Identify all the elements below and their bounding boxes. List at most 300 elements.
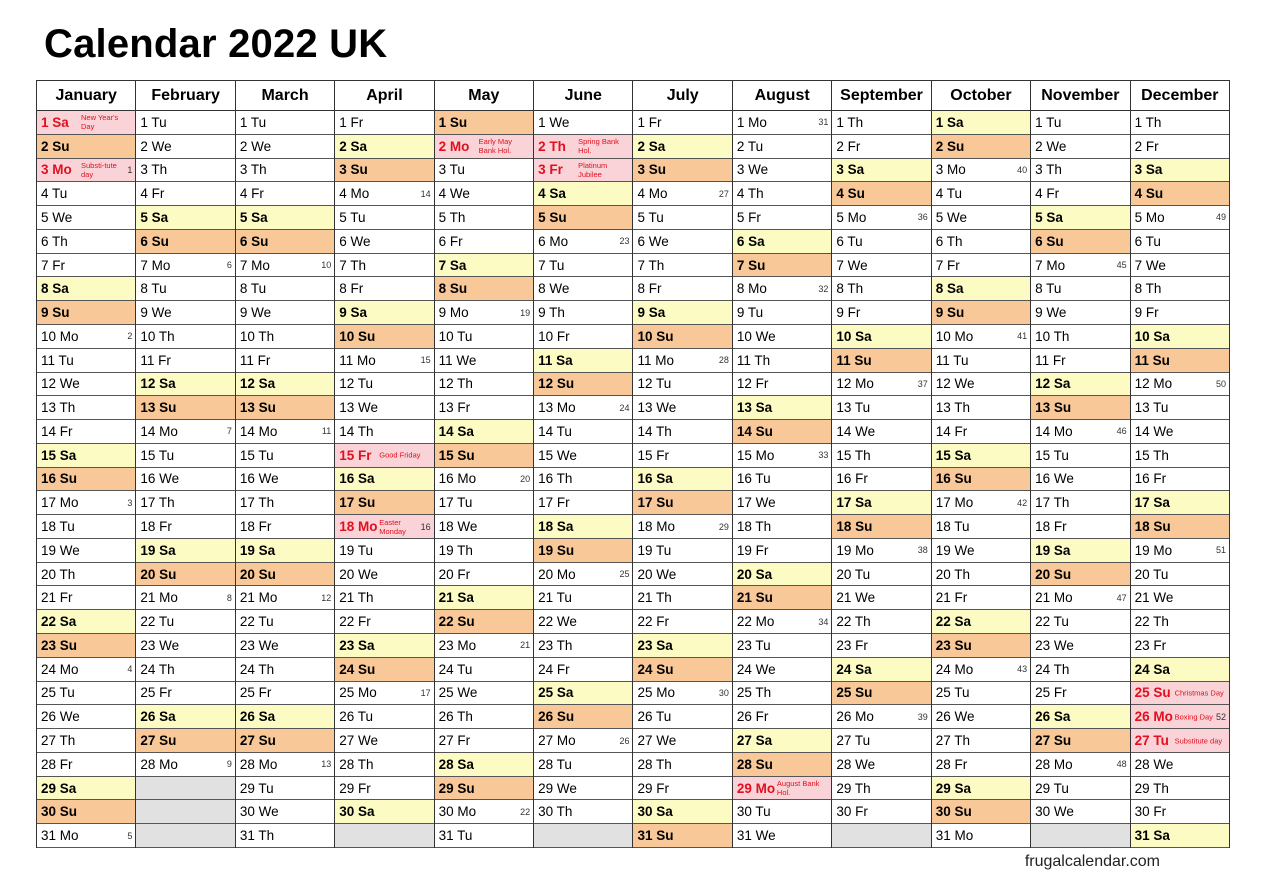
day-cell bbox=[236, 824, 334, 848]
day-cell bbox=[733, 800, 831, 824]
day-label: 14 Tu bbox=[538, 423, 572, 439]
day-cell bbox=[1031, 515, 1129, 539]
holiday-day-cell bbox=[335, 515, 433, 539]
day-label: 15 Tu bbox=[140, 447, 175, 463]
day-cell bbox=[733, 230, 831, 254]
day-cell bbox=[832, 135, 930, 159]
day-label: 6 Th bbox=[41, 233, 68, 249]
day-cell bbox=[1031, 396, 1129, 420]
day-label: 16 Su bbox=[41, 471, 78, 487]
day-cell bbox=[932, 586, 1030, 610]
empty-day-cell bbox=[832, 824, 930, 848]
day-cell bbox=[37, 491, 135, 515]
day-cell bbox=[37, 230, 135, 254]
day-cell bbox=[832, 563, 930, 587]
day-label: 11 Mo bbox=[637, 352, 675, 368]
day-cell bbox=[1031, 658, 1129, 682]
day-cell bbox=[534, 301, 632, 325]
day-label: 19 Th bbox=[438, 542, 473, 558]
day-label: 25 Su bbox=[836, 685, 873, 701]
day-label: 27 We bbox=[637, 733, 677, 748]
day-label: 4 Fr bbox=[1035, 186, 1060, 202]
day-cell bbox=[932, 610, 1030, 634]
day-cell bbox=[136, 658, 234, 682]
month-column-july bbox=[633, 81, 732, 848]
holiday-name: Substitute day bbox=[1174, 736, 1223, 745]
day-cell bbox=[633, 586, 731, 610]
day-label: 27 Fr bbox=[438, 733, 471, 748]
day-cell bbox=[1031, 777, 1129, 801]
day-label: 30 We bbox=[1035, 804, 1074, 820]
day-label: 30 We bbox=[239, 804, 279, 820]
day-cell bbox=[733, 277, 831, 301]
day-cell bbox=[534, 325, 632, 349]
day-cell bbox=[37, 206, 135, 230]
day-label: 6 Su bbox=[239, 233, 269, 249]
day-label: 29 Sa bbox=[41, 780, 77, 796]
day-cell bbox=[733, 515, 831, 539]
day-label: 8 Su bbox=[438, 281, 468, 297]
day-label: 24 Sa bbox=[1134, 661, 1170, 677]
day-label: 18 Fr bbox=[1035, 519, 1067, 535]
day-label: 8 Fr bbox=[637, 281, 662, 297]
day-label: 17 We bbox=[736, 495, 776, 511]
day-label: 7 Fr bbox=[935, 257, 960, 273]
day-label: 15 Tu bbox=[239, 447, 274, 463]
day-cell bbox=[534, 753, 632, 777]
day-cell bbox=[733, 349, 831, 373]
day-cell bbox=[534, 682, 632, 706]
day-label: 31 We bbox=[736, 828, 776, 844]
day-label: 7 Th bbox=[637, 257, 665, 273]
day-cell bbox=[832, 159, 930, 183]
day-cell bbox=[932, 301, 1030, 325]
day-cell bbox=[335, 301, 433, 325]
day-cell bbox=[435, 254, 533, 278]
day-cell bbox=[236, 206, 334, 230]
day-label: 4 Tu bbox=[935, 186, 963, 202]
day-cell bbox=[236, 634, 334, 658]
day-label: 17 Th bbox=[140, 495, 175, 511]
day-label: 12 Tu bbox=[637, 376, 672, 392]
day-cell bbox=[832, 658, 930, 682]
day-label: 5 We bbox=[41, 209, 73, 225]
day-label: 28 Fr bbox=[935, 756, 968, 772]
week-number: 50 bbox=[1215, 378, 1226, 389]
day-cell bbox=[633, 468, 731, 492]
day-label: 22 Th bbox=[836, 614, 871, 630]
day-label: 7 Mo bbox=[239, 257, 270, 273]
week-number: 24 bbox=[619, 402, 630, 413]
day-label: 19 Mo bbox=[1134, 542, 1173, 558]
day-label: 31 Su bbox=[637, 828, 674, 844]
day-label: 18 Mo bbox=[637, 519, 676, 535]
day-cell bbox=[1131, 491, 1229, 515]
holiday-name: Good Friday bbox=[379, 450, 421, 460]
day-cell bbox=[236, 682, 334, 706]
day-label: 18 Fr bbox=[140, 519, 172, 535]
week-number: 25 bbox=[619, 569, 630, 580]
day-label: 9 Su bbox=[41, 305, 70, 321]
day-cell bbox=[335, 254, 433, 278]
day-label: 28 Th bbox=[339, 756, 374, 772]
day-cell bbox=[37, 563, 135, 587]
day-label: 14 Fr bbox=[41, 423, 73, 439]
day-label: 5 Th bbox=[438, 209, 466, 225]
day-cell bbox=[435, 753, 533, 777]
day-cell bbox=[1131, 753, 1229, 777]
day-cell bbox=[733, 824, 831, 848]
day-label: 10 Sa bbox=[1134, 328, 1170, 344]
day-cell bbox=[932, 563, 1030, 587]
day-label: 27 Sa bbox=[736, 733, 773, 748]
holiday-day-cell bbox=[1131, 729, 1229, 753]
day-label: 26 We bbox=[935, 709, 975, 725]
day-label: 23 Su bbox=[935, 637, 972, 653]
day-cell bbox=[435, 159, 533, 183]
month-column-august bbox=[733, 81, 832, 848]
day-cell bbox=[733, 586, 831, 610]
day-label: 29 Th bbox=[1134, 780, 1169, 796]
day-cell bbox=[832, 301, 930, 325]
holiday-day-cell bbox=[37, 111, 135, 135]
holiday-name: Christmas Day bbox=[1174, 688, 1224, 698]
day-cell bbox=[435, 729, 533, 753]
day-label: 1 We bbox=[538, 114, 570, 130]
day-label: 7 Mo bbox=[1035, 257, 1066, 273]
day-cell bbox=[1131, 325, 1229, 349]
day-label: 1 Sa bbox=[41, 114, 69, 130]
day-cell bbox=[37, 135, 135, 159]
week-number: 30 bbox=[718, 687, 729, 698]
day-label: 18 Sa bbox=[538, 519, 574, 535]
week-number: 48 bbox=[1116, 759, 1127, 770]
day-label: 30 Su bbox=[41, 804, 78, 820]
day-cell bbox=[236, 729, 334, 753]
day-label: 15 Sa bbox=[935, 447, 972, 463]
day-label: 13 Th bbox=[935, 400, 971, 416]
day-cell bbox=[37, 586, 135, 610]
day-cell bbox=[435, 682, 533, 706]
day-cell bbox=[335, 468, 433, 492]
day-cell bbox=[435, 373, 533, 397]
day-cell bbox=[435, 515, 533, 539]
day-label: 26 Th bbox=[438, 709, 473, 725]
day-label: 20 Sa bbox=[736, 566, 773, 582]
day-cell bbox=[136, 301, 234, 325]
day-label: 24 Th bbox=[1035, 661, 1070, 677]
day-label: 21 Fr bbox=[41, 590, 73, 606]
day-cell bbox=[335, 373, 433, 397]
day-label: 28 Tu bbox=[538, 756, 572, 772]
day-cell bbox=[733, 634, 831, 658]
day-cell bbox=[633, 373, 731, 397]
day-label: 14 Mo bbox=[140, 423, 178, 439]
day-cell bbox=[335, 800, 433, 824]
day-cell bbox=[435, 301, 533, 325]
day-label: 30 Mo bbox=[438, 804, 477, 820]
day-cell bbox=[534, 420, 632, 444]
day-label: 11 Fr bbox=[140, 352, 171, 368]
day-label: 31 Mo bbox=[41, 828, 79, 844]
day-cell bbox=[236, 800, 334, 824]
day-cell bbox=[633, 491, 731, 515]
empty-day-cell bbox=[136, 800, 234, 824]
day-cell bbox=[534, 634, 632, 658]
day-label: 26 Sa bbox=[239, 709, 276, 725]
day-cell bbox=[1131, 444, 1229, 468]
day-label: 11 Fr bbox=[239, 352, 271, 368]
day-label: 12 We bbox=[935, 376, 975, 392]
day-cell bbox=[534, 254, 632, 278]
day-label: 23 We bbox=[1035, 637, 1074, 653]
day-cell bbox=[932, 396, 1030, 420]
day-label: 15 Tu bbox=[1035, 447, 1069, 463]
holiday-name: Spring Bank Hol. bbox=[578, 137, 619, 156]
day-label: 29 Tu bbox=[1035, 780, 1069, 796]
day-label: 18 Fr bbox=[239, 519, 272, 535]
day-cell bbox=[37, 301, 135, 325]
day-cell bbox=[832, 396, 930, 420]
day-label: 25 Sa bbox=[538, 685, 574, 701]
holiday-day-cell bbox=[1131, 705, 1229, 729]
day-cell bbox=[733, 111, 831, 135]
week-number: 20 bbox=[520, 473, 531, 484]
day-cell bbox=[633, 230, 731, 254]
day-label: 2 We bbox=[1035, 138, 1067, 154]
day-cell bbox=[932, 254, 1030, 278]
day-label: 9 Sa bbox=[339, 305, 368, 321]
day-label: 18 Tu bbox=[935, 519, 970, 535]
day-cell bbox=[832, 444, 930, 468]
day-label: 5 We bbox=[935, 209, 967, 225]
day-label: 24 Fr bbox=[538, 661, 570, 677]
footer-website[interactable]: frugalcalendar.com bbox=[1024, 853, 1160, 870]
day-cell bbox=[534, 396, 632, 420]
day-cell bbox=[37, 373, 135, 397]
day-label: 7 Fr bbox=[41, 257, 66, 273]
day-label: 3 Th bbox=[1035, 162, 1062, 178]
day-label: 10 Th bbox=[140, 328, 175, 344]
day-cell bbox=[932, 729, 1030, 753]
empty-day-cell bbox=[335, 824, 433, 848]
month-header: February bbox=[136, 81, 234, 111]
day-cell bbox=[1131, 277, 1229, 301]
day-label: 25 Fr bbox=[140, 685, 172, 701]
day-label: 5 Fr bbox=[736, 209, 761, 225]
day-label: 30 Fr bbox=[1134, 804, 1167, 820]
day-label: 4 Sa bbox=[538, 186, 566, 202]
day-cell bbox=[733, 753, 831, 777]
day-label: 5 Sa bbox=[1035, 209, 1063, 225]
day-cell bbox=[1131, 539, 1229, 563]
day-label: 18 Su bbox=[1134, 519, 1171, 535]
day-label: 3 Mo bbox=[41, 162, 72, 178]
day-label: 16 We bbox=[140, 471, 180, 487]
day-cell bbox=[633, 206, 731, 230]
day-label: 19 Fr bbox=[736, 542, 769, 558]
day-label: 9 Fr bbox=[1134, 305, 1159, 321]
day-label: 6 Mo bbox=[538, 233, 569, 249]
day-label: 27 Tu bbox=[836, 733, 871, 748]
day-cell bbox=[37, 610, 135, 634]
day-cell bbox=[435, 111, 533, 135]
day-cell bbox=[1131, 586, 1229, 610]
day-cell bbox=[733, 491, 831, 515]
month-header: August bbox=[733, 81, 831, 111]
day-cell bbox=[37, 396, 135, 420]
day-label: 12 Sa bbox=[239, 376, 276, 392]
day-label: 7 Mo bbox=[140, 257, 171, 273]
day-label: 20 Th bbox=[41, 566, 76, 582]
day-label: 1 Tu bbox=[239, 114, 267, 130]
day-cell bbox=[832, 753, 930, 777]
day-label: 21 Th bbox=[339, 590, 374, 606]
day-cell bbox=[136, 254, 234, 278]
day-cell bbox=[932, 491, 1030, 515]
day-label: 13 Sa bbox=[736, 400, 773, 416]
week-number: 34 bbox=[818, 616, 829, 627]
day-cell bbox=[236, 658, 334, 682]
day-label: 26 Tu bbox=[339, 709, 374, 725]
day-label: 6 We bbox=[339, 233, 371, 249]
day-label: 5 Sa bbox=[140, 209, 169, 225]
week-number: 22 bbox=[520, 806, 531, 817]
day-cell bbox=[832, 111, 930, 135]
week-number: 32 bbox=[818, 283, 829, 294]
day-cell bbox=[534, 491, 632, 515]
day-cell bbox=[733, 301, 831, 325]
day-label: 11 Th bbox=[736, 352, 771, 368]
holiday-name: New Year's Day bbox=[81, 113, 119, 132]
day-label: 13 Tu bbox=[836, 400, 871, 416]
day-cell bbox=[435, 420, 533, 444]
day-label: 23 Sa bbox=[339, 637, 375, 653]
day-label: 10 Sa bbox=[836, 328, 872, 344]
day-label: 4 Su bbox=[836, 186, 865, 202]
day-label: 28 Su bbox=[736, 756, 773, 772]
month-column-march bbox=[236, 81, 335, 848]
day-cell bbox=[335, 135, 433, 159]
day-cell bbox=[37, 729, 135, 753]
day-cell bbox=[236, 753, 334, 777]
day-label: 2 Sa bbox=[637, 138, 666, 154]
week-number: 6 bbox=[226, 260, 232, 271]
day-label: 12 Tu bbox=[339, 376, 374, 392]
day-label: 14 Mo bbox=[1035, 423, 1073, 439]
day-cell bbox=[932, 468, 1030, 492]
day-cell bbox=[37, 682, 135, 706]
day-label: 25 Fr bbox=[239, 685, 272, 701]
day-cell bbox=[832, 182, 930, 206]
week-number: 7 bbox=[226, 426, 232, 437]
holiday-name: August Bank Hol. bbox=[776, 779, 820, 798]
day-label: 30 Tu bbox=[736, 804, 771, 820]
day-label: 16 Sa bbox=[339, 471, 375, 487]
day-label: 21 Tu bbox=[538, 590, 572, 606]
day-cell bbox=[435, 658, 533, 682]
day-cell bbox=[37, 349, 135, 373]
holiday-day-cell bbox=[534, 135, 632, 159]
day-cell bbox=[335, 777, 433, 801]
day-cell bbox=[136, 325, 234, 349]
day-cell bbox=[1131, 515, 1229, 539]
day-label: 5 Mo bbox=[1134, 209, 1165, 225]
day-cell bbox=[932, 800, 1030, 824]
day-label: 3 Su bbox=[637, 162, 666, 178]
day-cell bbox=[733, 610, 831, 634]
day-label: 19 We bbox=[935, 542, 975, 558]
day-cell bbox=[435, 444, 533, 468]
week-number: 27 bbox=[718, 188, 729, 199]
day-label: 28 Fr bbox=[41, 756, 73, 772]
week-number: 45 bbox=[1116, 260, 1127, 271]
day-label: 4 Mo bbox=[339, 186, 370, 202]
day-label: 27 Su bbox=[239, 733, 276, 748]
day-label: 14 Th bbox=[339, 423, 374, 439]
day-cell bbox=[832, 682, 930, 706]
day-cell bbox=[37, 634, 135, 658]
day-cell bbox=[1131, 824, 1229, 848]
day-label: 29 Fr bbox=[637, 780, 669, 796]
day-label: 22 Tu bbox=[140, 614, 175, 630]
day-label: 21 We bbox=[1134, 590, 1174, 606]
day-cell bbox=[633, 658, 731, 682]
day-label: 3 Su bbox=[339, 162, 368, 178]
holiday-day-cell bbox=[534, 159, 632, 183]
day-label: 1 Sa bbox=[935, 114, 964, 130]
day-cell bbox=[832, 349, 930, 373]
day-label: 31 Mo bbox=[935, 828, 974, 844]
day-label: 4 Tu bbox=[41, 186, 68, 202]
day-cell bbox=[832, 277, 930, 301]
day-cell bbox=[335, 349, 433, 373]
day-cell bbox=[932, 515, 1030, 539]
day-cell bbox=[136, 159, 234, 183]
week-number: 42 bbox=[1017, 497, 1028, 508]
day-cell bbox=[236, 111, 334, 135]
day-label: 12 Mo bbox=[836, 376, 874, 392]
day-cell bbox=[1031, 753, 1129, 777]
day-label: 12 Su bbox=[538, 376, 575, 392]
day-label: 7 Th bbox=[339, 257, 367, 273]
day-cell bbox=[932, 634, 1030, 658]
day-label: 13 Tu bbox=[1134, 400, 1169, 416]
week-number: 21 bbox=[520, 640, 531, 651]
week-number: 17 bbox=[420, 687, 431, 698]
day-cell bbox=[932, 111, 1030, 135]
week-number: 51 bbox=[1215, 545, 1226, 556]
day-label: 10 Su bbox=[339, 328, 376, 344]
day-cell bbox=[633, 682, 731, 706]
day-label: 2 We bbox=[140, 138, 172, 154]
day-label: 7 Tu bbox=[538, 257, 565, 273]
day-label: 6 We bbox=[637, 233, 669, 249]
day-label: 10 Su bbox=[637, 328, 674, 344]
day-label: 5 Mo bbox=[836, 209, 867, 225]
day-cell bbox=[37, 705, 135, 729]
day-cell bbox=[37, 824, 135, 848]
day-label: 23 Tu bbox=[736, 637, 771, 653]
month-header: November bbox=[1031, 81, 1129, 111]
month-column-september bbox=[832, 81, 931, 848]
day-label: 14 Fr bbox=[935, 423, 968, 439]
day-cell bbox=[633, 444, 731, 468]
day-cell bbox=[236, 444, 334, 468]
day-cell bbox=[832, 539, 930, 563]
day-cell bbox=[534, 539, 632, 563]
day-cell bbox=[136, 753, 234, 777]
